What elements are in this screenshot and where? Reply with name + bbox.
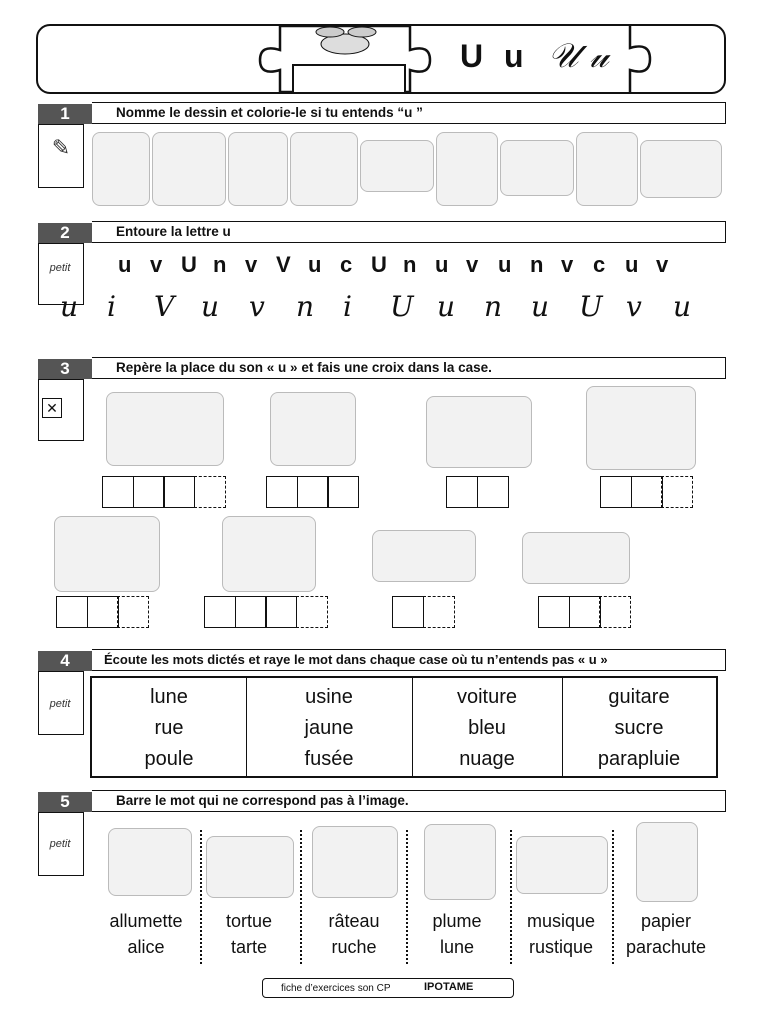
letter[interactable]: u bbox=[437, 290, 456, 323]
section-5-number: 5 bbox=[38, 792, 92, 812]
word[interactable]: parapluie bbox=[597, 748, 681, 770]
letter[interactable]: v bbox=[626, 290, 642, 323]
word[interactable]: poule bbox=[144, 748, 194, 770]
word-pair-1 bbox=[100, 908, 192, 960]
word[interactable]: bleu bbox=[468, 717, 506, 739]
section-3-title: Repère la place du son « u » et fais une croix dans la case. bbox=[116, 360, 492, 375]
letter[interactable]: n bbox=[296, 290, 315, 323]
word[interactable]: guitare bbox=[608, 686, 670, 708]
word-column-1 bbox=[92, 678, 246, 776]
word[interactable]: allumette bbox=[109, 911, 183, 931]
syllable-box[interactable] bbox=[599, 596, 631, 628]
word[interactable]: rustique bbox=[528, 937, 594, 957]
squirrel-image bbox=[270, 392, 356, 466]
coloring-child-icon: ✎ bbox=[51, 135, 71, 160]
footer-logo: IPOTAME bbox=[424, 981, 474, 993]
letter[interactable]: v bbox=[150, 252, 163, 277]
syllable-box[interactable] bbox=[423, 596, 455, 628]
dotted-divider bbox=[612, 830, 614, 964]
syllable-box[interactable] bbox=[327, 476, 359, 508]
vegetables-syllable-boxes bbox=[600, 476, 692, 508]
vegetables-image bbox=[586, 386, 696, 470]
letter[interactable]: v bbox=[249, 290, 265, 323]
car-image bbox=[106, 392, 224, 466]
sled-image bbox=[500, 140, 574, 196]
syllable-box[interactable] bbox=[194, 476, 226, 508]
word[interactable]: fusée bbox=[304, 748, 354, 770]
syllable-box[interactable] bbox=[392, 596, 424, 628]
syllable-box[interactable] bbox=[87, 596, 119, 628]
word[interactable]: rue bbox=[154, 717, 184, 739]
syllable-box[interactable] bbox=[265, 596, 297, 628]
syllable-box[interactable] bbox=[446, 476, 478, 508]
turtle-image bbox=[206, 836, 294, 898]
squirrel-syllable-boxes bbox=[266, 476, 358, 508]
word[interactable]: musique bbox=[526, 911, 596, 931]
word-pair-2 bbox=[206, 908, 292, 960]
letter[interactable]: v bbox=[245, 252, 258, 277]
word[interactable]: plume bbox=[432, 911, 482, 931]
parachute-image bbox=[636, 822, 698, 902]
word[interactable]: usine bbox=[305, 686, 353, 708]
word[interactable]: râteau bbox=[328, 911, 380, 931]
syllable-box[interactable] bbox=[235, 596, 267, 628]
petit-pencil-icon: petit bbox=[49, 698, 71, 710]
word-column-2 bbox=[246, 678, 412, 776]
letter[interactable]: u bbox=[201, 290, 220, 323]
letter[interactable]: n bbox=[213, 252, 227, 277]
letter[interactable]: u bbox=[531, 290, 550, 323]
log-syllable-boxes bbox=[392, 596, 453, 628]
letter[interactable]: u bbox=[498, 252, 512, 277]
dotted-divider bbox=[510, 830, 512, 964]
word-column-4 bbox=[562, 678, 716, 776]
word-pair-6 bbox=[616, 908, 716, 960]
palette-syllable-boxes bbox=[56, 596, 148, 628]
checkbox-cross-icon: ✕ bbox=[42, 398, 62, 418]
word[interactable]: jaune bbox=[304, 717, 354, 739]
syllable-box[interactable] bbox=[56, 596, 88, 628]
turtle-syllable-boxes bbox=[446, 476, 507, 508]
header-print-letters: U u bbox=[460, 38, 530, 74]
dragonfly-syllable-boxes bbox=[204, 596, 326, 628]
belt-image bbox=[152, 132, 226, 206]
syllable-box[interactable] bbox=[297, 476, 329, 508]
word[interactable]: sucre bbox=[614, 717, 664, 739]
letter[interactable]: u bbox=[308, 252, 322, 277]
log-image bbox=[372, 530, 476, 582]
word-pair-3 bbox=[310, 908, 398, 960]
moon-image bbox=[576, 132, 638, 206]
letter[interactable]: v bbox=[561, 252, 574, 277]
section-2-title: Entoure la lettre u bbox=[116, 224, 231, 239]
syllable-box[interactable] bbox=[477, 476, 509, 508]
syllable-box[interactable] bbox=[266, 476, 298, 508]
rooster-image bbox=[436, 132, 498, 206]
letter[interactable]: n bbox=[530, 252, 544, 277]
word[interactable]: nuage bbox=[459, 748, 515, 770]
word[interactable]: lune bbox=[439, 937, 475, 957]
letter[interactable]: i bbox=[343, 290, 352, 323]
bee-flower-image bbox=[312, 826, 398, 898]
syllable-box[interactable] bbox=[133, 476, 165, 508]
footer-label bbox=[262, 978, 514, 998]
rocket-image bbox=[290, 132, 358, 206]
word[interactable]: voiture bbox=[456, 686, 518, 708]
word-grid bbox=[90, 676, 718, 778]
section-5-title: Barre le mot qui ne correspond pas à l’image. bbox=[116, 793, 409, 808]
syllable-box[interactable] bbox=[661, 476, 693, 508]
letter[interactable]: U bbox=[390, 290, 414, 323]
word[interactable]: alice bbox=[127, 937, 165, 957]
feather-image bbox=[424, 824, 496, 900]
syllable-box[interactable] bbox=[600, 476, 632, 508]
matchbox-image bbox=[108, 828, 192, 896]
syllable-box[interactable] bbox=[117, 596, 149, 628]
section-4-title: Écoute les mots dictés et raye le mot dans chaque case où tu n’entends pas « u » bbox=[104, 652, 608, 667]
section-1-title: Nomme le dessin et colorie-le si tu entends “u ” bbox=[116, 105, 423, 120]
music-notes-image bbox=[516, 836, 608, 894]
syllable-box[interactable] bbox=[163, 476, 195, 508]
flute-image bbox=[92, 132, 150, 206]
dotted-divider bbox=[200, 830, 202, 964]
letter[interactable]: c bbox=[593, 252, 606, 277]
letter[interactable]: u bbox=[435, 252, 449, 277]
word-pair-5 bbox=[516, 908, 606, 960]
word[interactable]: tarte bbox=[230, 937, 268, 957]
letter[interactable]: u bbox=[60, 290, 79, 323]
letter[interactable]: V bbox=[276, 252, 291, 277]
feather-image bbox=[228, 132, 288, 206]
word[interactable]: parachute bbox=[625, 937, 707, 957]
header-cursive-letters: 𝒰 𝓊 bbox=[548, 36, 609, 76]
petit-pencil-icon: petit bbox=[49, 838, 71, 850]
painter-palette-image bbox=[54, 516, 160, 592]
letter[interactable]: n bbox=[403, 252, 417, 277]
syllable-box[interactable] bbox=[538, 596, 570, 628]
letter[interactable]: n bbox=[484, 290, 503, 323]
syllable-box[interactable] bbox=[631, 476, 663, 508]
dragonfly-image bbox=[222, 516, 316, 592]
word-column-3 bbox=[412, 678, 562, 776]
letter[interactable]: u bbox=[625, 252, 639, 277]
letter[interactable]: u bbox=[118, 252, 132, 277]
syllable-box[interactable] bbox=[102, 476, 134, 508]
word[interactable]: ruche bbox=[331, 937, 377, 957]
word[interactable]: tortue bbox=[225, 911, 273, 931]
section-2-number: 2 bbox=[38, 223, 92, 243]
turtle-image bbox=[426, 396, 532, 468]
dotted-divider bbox=[406, 830, 408, 964]
name-box[interactable] bbox=[292, 64, 406, 94]
car-syllable-boxes bbox=[102, 476, 224, 508]
puzzle-notch-icon bbox=[620, 24, 670, 94]
word-pair-4 bbox=[414, 908, 500, 960]
shoe-image bbox=[360, 140, 434, 192]
cursive-letters-row bbox=[60, 290, 720, 334]
letter[interactable]: v bbox=[466, 252, 479, 277]
word[interactable]: papier bbox=[640, 911, 692, 931]
section-1-number: 1 bbox=[38, 104, 92, 124]
hat-image bbox=[640, 140, 722, 198]
syllable-box[interactable] bbox=[204, 596, 236, 628]
glasses-image bbox=[522, 532, 630, 584]
petit-pencil-icon: petit bbox=[49, 262, 71, 274]
print-letters-row bbox=[118, 252, 688, 280]
letter[interactable]: U bbox=[579, 290, 603, 323]
letter[interactable]: V bbox=[154, 290, 175, 323]
letter[interactable]: v bbox=[656, 252, 669, 277]
letter[interactable]: c bbox=[340, 252, 353, 277]
glasses-syllable-boxes bbox=[538, 596, 630, 628]
letter[interactable]: U bbox=[181, 252, 197, 277]
syllable-box[interactable] bbox=[296, 596, 328, 628]
section-4-number: 4 bbox=[38, 651, 92, 671]
dotted-divider bbox=[300, 830, 302, 964]
letter[interactable]: U bbox=[371, 252, 387, 277]
letter[interactable]: u bbox=[673, 290, 692, 323]
syllable-box[interactable] bbox=[569, 596, 601, 628]
letter[interactable]: i bbox=[107, 290, 116, 323]
section-3-number: 3 bbox=[38, 359, 92, 379]
word[interactable]: lune bbox=[150, 686, 188, 708]
footer-text: fiche d’exercices son CP bbox=[281, 983, 391, 994]
